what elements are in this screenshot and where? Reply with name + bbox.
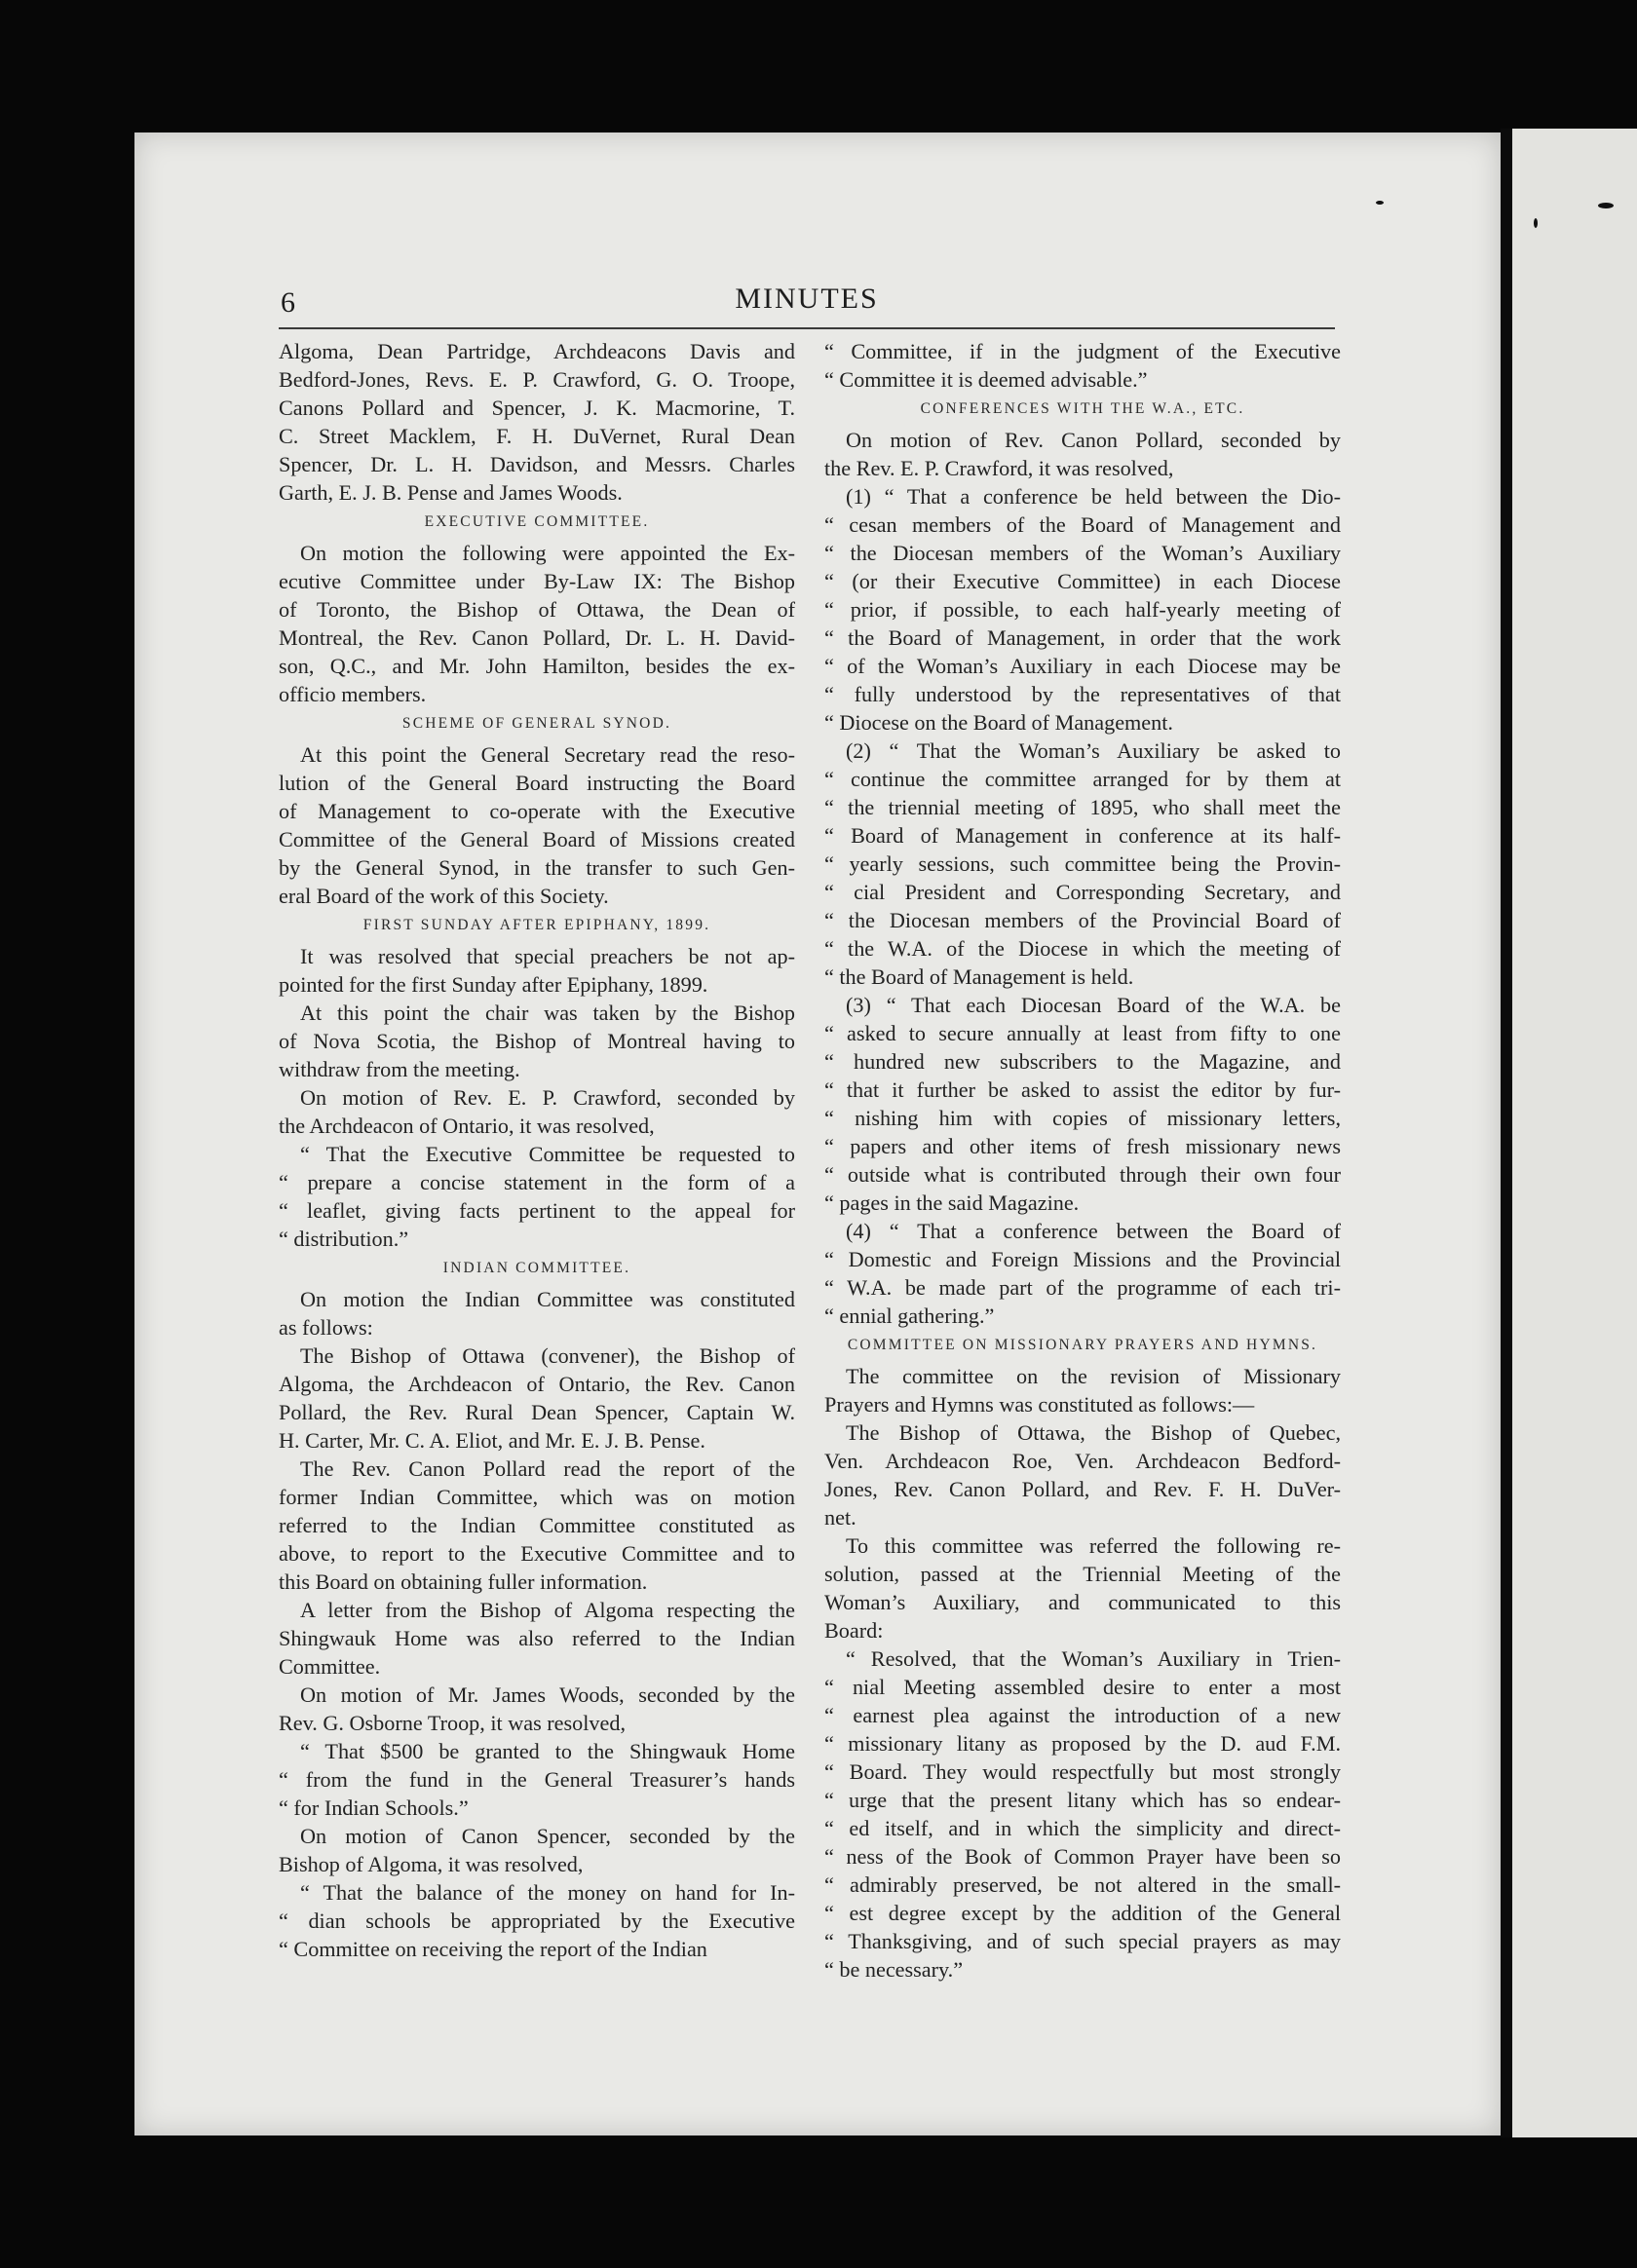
section-heading: COMMITTEE ON MISSIONARY PRAYERS AND HYMNS. (847, 1337, 1318, 1353)
text-line: former Indian Committee, which was on motion (279, 1485, 795, 1509)
paragraph (824, 1217, 1341, 1330)
text-line: “ that it further be asked to assist the editor by fur- (824, 1077, 1341, 1102)
text-line: “ the Board of Management, in order that the work (824, 625, 1341, 650)
text-line: A letter from the Bishop of Algoma respecting the (300, 1598, 795, 1622)
text-line: “ the triennial meeting of 1895, who shall meet the (824, 795, 1341, 819)
text-line: “ Board of Management in conference at its half- (824, 823, 1341, 848)
text-line: On motion of Rev. Canon Pollard, seconded by (846, 428, 1341, 452)
text-line: “ prior, if possible, to each half-yearly meeting of (824, 597, 1341, 622)
paragraph (279, 999, 795, 1083)
text-line: “ the W.A. of the Diocese in which the meeting of (824, 936, 1341, 961)
text-line: net. (824, 1505, 857, 1530)
text-line: (4) “ That a conference between the Board of (846, 1219, 1341, 1243)
section-heading: EXECUTIVE COMMITTEE. (424, 513, 650, 530)
text-line: On motion of Canon Spencer, seconded by the (300, 1824, 795, 1848)
text-line: withdraw from the meeting. (279, 1057, 520, 1081)
text-line: (1) “ That a conference be held between the Dio- (846, 484, 1341, 509)
paragraph (279, 1140, 795, 1253)
paragraph (824, 426, 1341, 482)
text-line: “ Resolved, that the Woman’s Auxiliary in Trien- (846, 1646, 1341, 1671)
text-line: Algoma, Dean Partridge, Archdeacons Davis and (279, 339, 795, 363)
text-line: “ the Diocesan members of the Provincial Board of (824, 908, 1341, 932)
text-line: “ leaflet, giving facts pertinent to the appeal for (279, 1198, 795, 1223)
text-line: The committee on the revision of Missionary (846, 1364, 1341, 1388)
text-line: “ est degree except by the addition of the General (824, 1901, 1341, 1925)
text-line: “ for Indian Schools.” (279, 1796, 469, 1820)
text-line: (3) “ That each Diocesan Board of the W.A. be (846, 993, 1341, 1017)
text-line: “ cesan members of the Board of Management and (824, 512, 1341, 537)
paragraph (824, 1531, 1341, 1644)
text-line: “ Board. They would respectfully but most strongly (824, 1759, 1341, 1784)
text-line: pointed for the first Sunday after Epiphany, 1899. (279, 972, 708, 997)
paragraph (279, 1878, 795, 1963)
text-line: “ missionary litany as proposed by the D. aud F.M. (824, 1731, 1341, 1756)
text-line: Spencer, Dr. L. H. Davidson, and Messrs. Charles (279, 452, 795, 476)
text-line: “ Committee it is deemed advisable.” (824, 367, 1148, 392)
text-line: “ nial Meeting assembled desire to enter a most (824, 1675, 1341, 1699)
paragraph (824, 991, 1341, 1217)
paragraph (824, 482, 1341, 737)
text-line: Committee of the General Board of Missions created (279, 827, 795, 851)
text-line: “ Committee on receiving the report of the Indian (279, 1937, 707, 1961)
section-heading: INDIAN COMMITTEE. (442, 1260, 631, 1276)
left-text-column (279, 337, 795, 1963)
text-line: (2) “ That the Woman’s Auxiliary be asked to (846, 738, 1341, 763)
text-line: Bedford-Jones, Revs. E. P. Crawford, G. O. Troope, (279, 367, 795, 392)
text-line: “ of the Woman’s Auxiliary in each Diocese may be (824, 654, 1341, 678)
text-line: “ from the fund in the General Treasurer’s hands (279, 1767, 795, 1792)
text-line: To this committee was referred the following re- (846, 1533, 1341, 1558)
running-head: MINUTES (735, 283, 879, 315)
ink-speck (1598, 203, 1614, 208)
paragraph (279, 1737, 795, 1822)
text-line: of Nova Scotia, the Bishop of Montreal having to (279, 1029, 795, 1053)
paragraph (824, 1362, 1341, 1418)
text-line: “ be necessary.” (824, 1957, 964, 1982)
text-line: Woman’s Auxiliary, and communicated to this (824, 1590, 1341, 1614)
text-line: “ the Diocesan members of the Woman’s Auxiliary (824, 541, 1341, 565)
paragraph (279, 1822, 795, 1878)
text-line: Canons Pollard and Spencer, J. K. Macmorine, T. (279, 396, 795, 420)
text-line: of Toronto, the Bishop of Ottawa, the Dean of (279, 597, 795, 622)
text-line: The Bishop of Ottawa (convener), the Bishop of (300, 1343, 795, 1368)
text-line: It was resolved that special preachers be not ap- (300, 944, 795, 968)
text-line: “ W.A. be made part of the programme of each tri- (824, 1275, 1341, 1300)
text-line: eral Board of the work of this Society. (279, 884, 609, 908)
text-line: as follows: (279, 1315, 373, 1340)
text-line: “ That $500 be granted to the Shingwauk Home (300, 1739, 795, 1763)
text-line: “ pages in the said Magazine. (824, 1191, 1080, 1215)
paragraph (279, 337, 795, 507)
text-line: “ ness of the Book of Common Prayer have been so (824, 1844, 1341, 1869)
paragraph (279, 740, 795, 910)
text-line: “ Committee, if in the judgment of the Executive (824, 339, 1341, 363)
text-line: On motion the following were appointed the Ex- (300, 541, 795, 565)
page-header (279, 283, 1335, 329)
text-line: “ the Board of Management is held. (824, 964, 1134, 989)
text-line: “ urge that the present litany which has so endear- (824, 1788, 1341, 1812)
text-line: “ Diocese on the Board of Management. (824, 710, 1173, 735)
text-line: by the General Synod, in the transfer to such Gen- (279, 855, 795, 880)
paragraph (279, 1596, 795, 1681)
text-line: “ distribution.” (279, 1227, 409, 1251)
text-line: “ papers and other items of fresh missionary news (824, 1134, 1341, 1158)
text-line: “ cial President and Corresponding Secretary, and (824, 880, 1341, 904)
text-line: The Rev. Canon Pollard read the report of the (300, 1456, 795, 1481)
right-text-column (824, 337, 1341, 1984)
text-line: of Management to co-operate with the Executive (279, 799, 795, 823)
paragraph (279, 1342, 795, 1455)
facing-page-edge (1512, 129, 1637, 2137)
paragraph (279, 1083, 795, 1140)
text-line: ecutive Committee under By-Law IX: The Bishop (279, 569, 795, 593)
text-line: The Bishop of Ottawa, the Bishop of Quebec, (846, 1420, 1341, 1445)
text-line: Shingwauk Home was also referred to the Indian (279, 1626, 795, 1650)
text-line: “ hundred new subscribers to the Magazine, and (824, 1049, 1341, 1074)
paragraph (279, 942, 795, 999)
text-line: “ outside what is contributed through their own four (824, 1162, 1341, 1187)
text-line: solution, passed at the Triennial Meeting of the (824, 1562, 1341, 1586)
text-line: On motion of Rev. E. P. Crawford, seconded by (300, 1085, 795, 1110)
text-line: On motion of Mr. James Woods, seconded by the (300, 1682, 795, 1707)
paragraph (824, 337, 1341, 394)
paragraph (824, 1644, 1341, 1984)
text-line: son, Q.C., and Mr. John Hamilton, besides the ex- (279, 654, 795, 678)
text-line: On motion the Indian Committee was constituted (300, 1287, 795, 1311)
text-line: Bishop of Algoma, it was resolved, (279, 1852, 584, 1876)
text-line: At this point the General Secretary read the reso- (300, 742, 795, 767)
text-line: “ asked to secure annually at least from fifty to one (824, 1021, 1341, 1045)
text-line: Board: (824, 1618, 884, 1643)
text-line: “ That the Executive Committee be requested to (300, 1142, 795, 1166)
text-line: Pollard, the Rev. Rural Dean Spencer, Captain W. (279, 1400, 795, 1424)
text-line: “ That the balance of the money on hand for In- (300, 1880, 795, 1905)
text-line: “ nishing him with copies of missionary letters, (824, 1106, 1341, 1130)
text-line: Jones, Rev. Canon Pollard, and Rev. F. H. DuVer- (824, 1477, 1341, 1501)
section-heading: FIRST SUNDAY AFTER EPIPHANY, 1899. (362, 917, 711, 933)
text-line: “ continue the committee arranged for by them at (824, 767, 1341, 791)
section-heading: CONFERENCES WITH THE W.A., ETC. (920, 400, 1245, 417)
paragraph (279, 1285, 795, 1342)
text-line: the Archdeacon of Ontario, it was resolved, (279, 1114, 655, 1138)
text-line: Rev. G. Osborne Troop, it was resolved, (279, 1711, 627, 1735)
text-line: “ admirably preserved, be not altered in the small- (824, 1872, 1341, 1897)
section-heading: SCHEME OF GENERAL SYNOD. (401, 715, 672, 732)
text-line: “ yearly sessions, such committee being the Provin- (824, 851, 1341, 876)
text-line: “ ennial gathering.” (824, 1304, 995, 1328)
text-line: Garth, E. J. B. Pense and James Woods. (279, 480, 623, 505)
text-line: Algoma, the Archdeacon of Ontario, the Rev. Canon (279, 1372, 795, 1396)
text-line: H. Carter, Mr. C. A. Eliot, and Mr. E. J. B. Pense. (279, 1428, 705, 1453)
ink-speck (1376, 201, 1384, 205)
text-line: Ven. Archdeacon Roe, Ven. Archdeacon Bedford- (824, 1449, 1341, 1473)
text-line: Committee. (279, 1654, 381, 1679)
page-number: 6 (281, 286, 295, 319)
text-line: “ (or their Executive Committee) in each Diocese (824, 569, 1341, 593)
paragraph (279, 1681, 795, 1737)
paragraph (824, 737, 1341, 991)
text-line: “ earnest plea against the introduction of a new (824, 1703, 1341, 1727)
text-line: the Rev. E. P. Crawford, it was resolved, (824, 456, 1174, 480)
paragraph (279, 1455, 795, 1596)
text-line: “ dian schools be appropriated by the Executive (279, 1909, 795, 1933)
text-line: officio members. (279, 682, 427, 706)
text-line: Montreal, the Rev. Canon Pollard, Dr. L. H. David- (279, 625, 795, 650)
text-line: lution of the General Board instructing the Board (279, 771, 795, 795)
text-line: “ fully understood by the representatives of that (824, 682, 1341, 706)
page-gutter (1501, 129, 1512, 2137)
text-line: Prayers and Hymns was constituted as follows:— (824, 1392, 1255, 1417)
text-line: this Board on obtaining fuller information. (279, 1569, 648, 1594)
text-line: “ prepare a concise statement in the form of a (279, 1170, 795, 1194)
text-line: “ Domestic and Foreign Missions and the Provincial (824, 1247, 1341, 1271)
paragraph (279, 539, 795, 708)
text-line: “ Thanksgiving, and of such special prayers as may (824, 1929, 1341, 1953)
paragraph (824, 1418, 1341, 1531)
text-line: C. Street Macklem, F. H. DuVernet, Rural Dean (279, 424, 795, 448)
ink-speck (1534, 218, 1538, 228)
text-line: “ ed itself, and in which the simplicity and direct- (824, 1816, 1341, 1840)
text-line: above, to report to the Executive Committee and to (279, 1541, 795, 1566)
text-line: referred to the Indian Committee constituted as (279, 1513, 795, 1537)
text-line: At this point the chair was taken by the Bishop (300, 1001, 795, 1025)
